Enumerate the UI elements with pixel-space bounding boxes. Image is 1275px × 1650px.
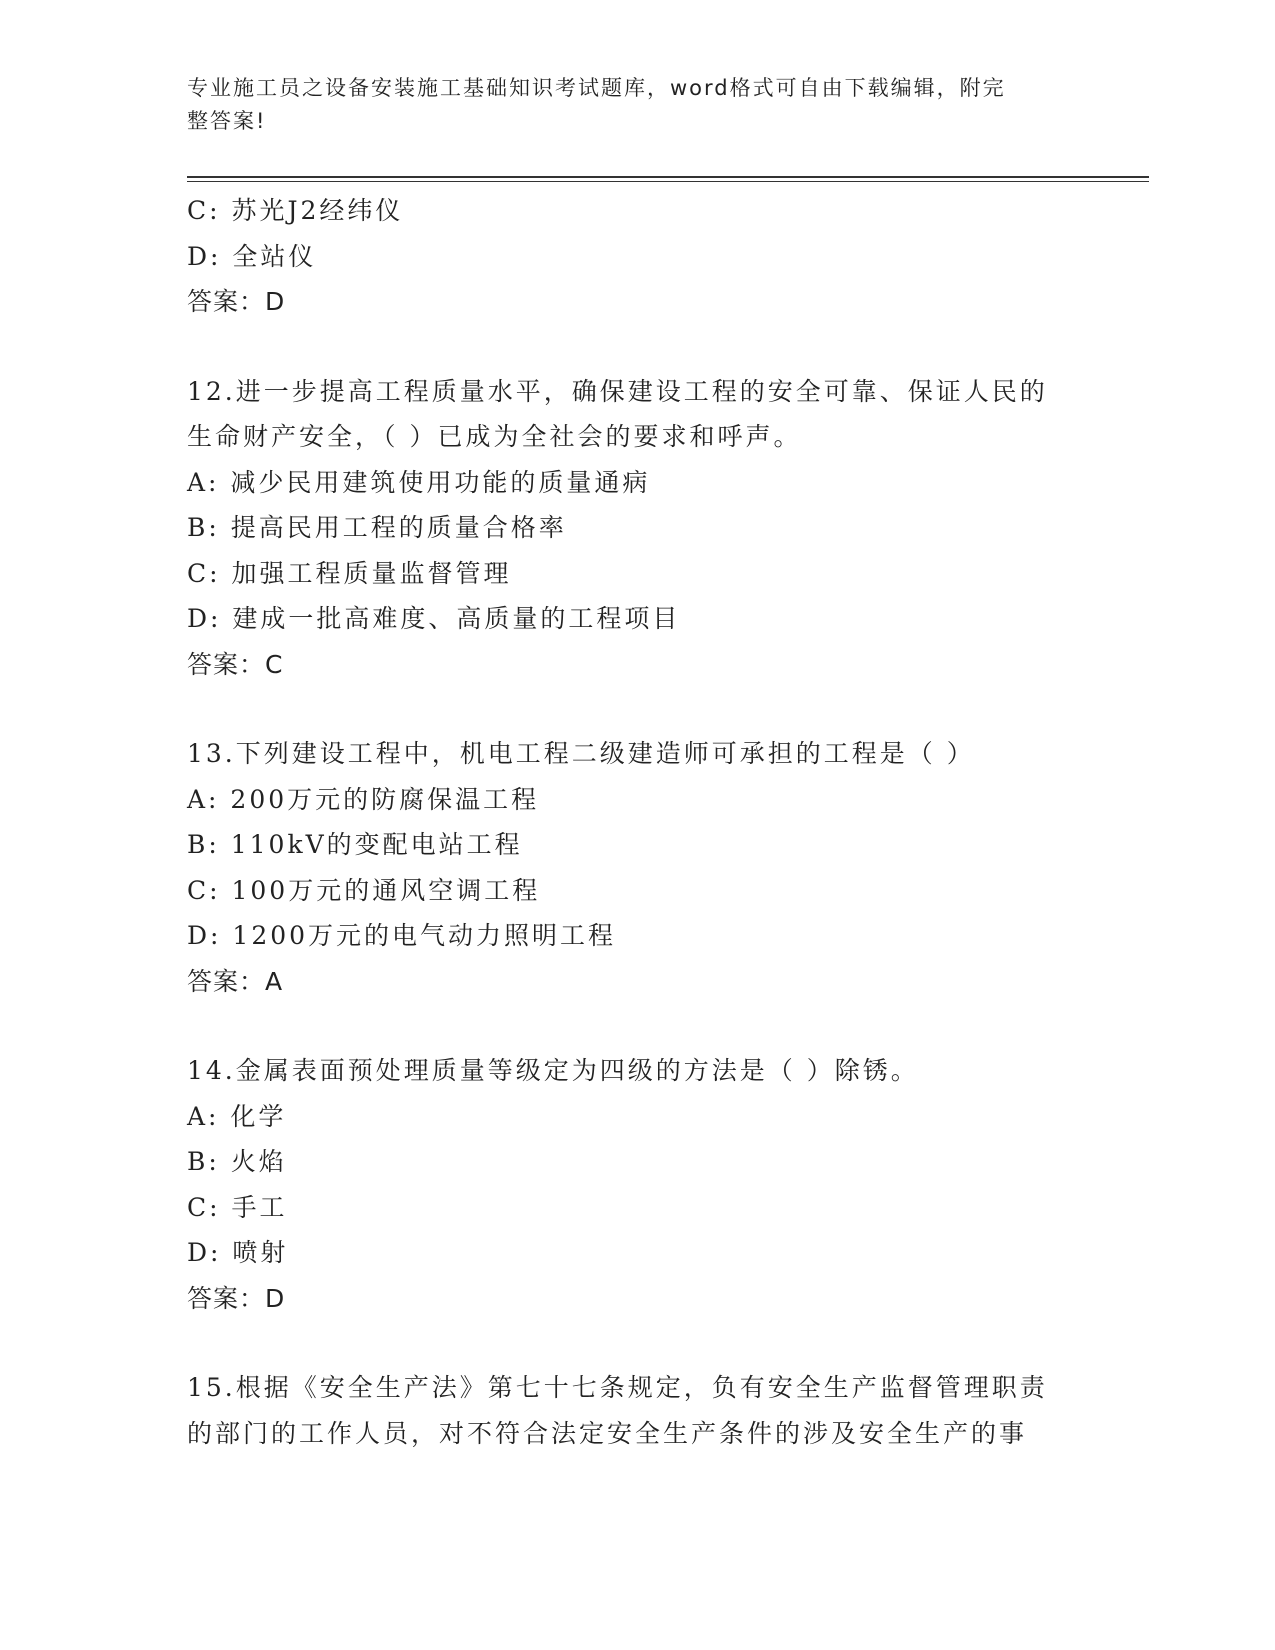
text-line: D: 喷射 [187,1238,289,1267]
answer-line: 答案：D [187,1283,286,1313]
text-line: 生命财产安全，（ ）已成为全社会的要求和呼声。 [187,422,802,451]
question-spacer [187,1004,1087,1048]
text-line: B: 110kV的变配电站工程 [187,830,523,859]
text-line: 15.根据《安全生产法》第七十七条规定，负有安全生产监督管理职责 [187,1373,1048,1402]
text-line: B: 提高民用工程的质量合格率 [187,513,567,542]
text-line: 13.下列建设工程中，机电工程二级建造师可承担的工程是（ ） [187,739,975,768]
header-rule-thick [187,176,1149,178]
text-line: C: 100万元的通风空调工程 [187,875,541,905]
question-content [187,188,1087,1456]
text-line: D: 建成一批高难度、高质量的工程项目 [187,604,681,633]
text-line: 的部门的工作人员，对不符合法定安全生产条件的涉及安全生产的事 [187,1418,1028,1448]
text-line: C: 加强工程质量监督管理 [187,558,512,588]
text-line: C: 手工 [187,1192,288,1222]
text-line: 12.进一步提高工程质量水平，确保建设工程的安全可靠、保证人民的 [187,376,1048,406]
answer-line: 答案：D [187,287,286,316]
text-line: 14.金属表面预处理质量等级定为四级的方法是（ ）除锈。 [187,1056,919,1085]
text-line: A: 200万元的防腐保温工程 [187,784,540,814]
answer-line: 答案：C [187,649,284,679]
text-line: D: 1200万元的电气动力照明工程 [187,921,617,950]
header-rule-thin [187,181,1149,182]
question-spacer [187,1321,1087,1365]
text-line: D: 全站仪 [187,241,317,271]
header-line-1: 专业施工员之设备安装施工基础知识考试题库，word格式可自由下载编辑，附完 [187,76,1006,100]
text-line: A: 减少民用建筑使用功能的质量通病 [187,467,651,497]
text-line: A: 化学 [187,1101,287,1131]
question-spacer [187,687,1087,731]
document-header [187,72,1067,138]
text-line: B: 火焰 [187,1147,287,1176]
text-line: C: 苏光J2经纬仪 [187,196,404,225]
answer-line: 答案：A [187,966,284,996]
question-spacer [187,325,1087,369]
header-line-2: 整答案! [187,109,267,133]
